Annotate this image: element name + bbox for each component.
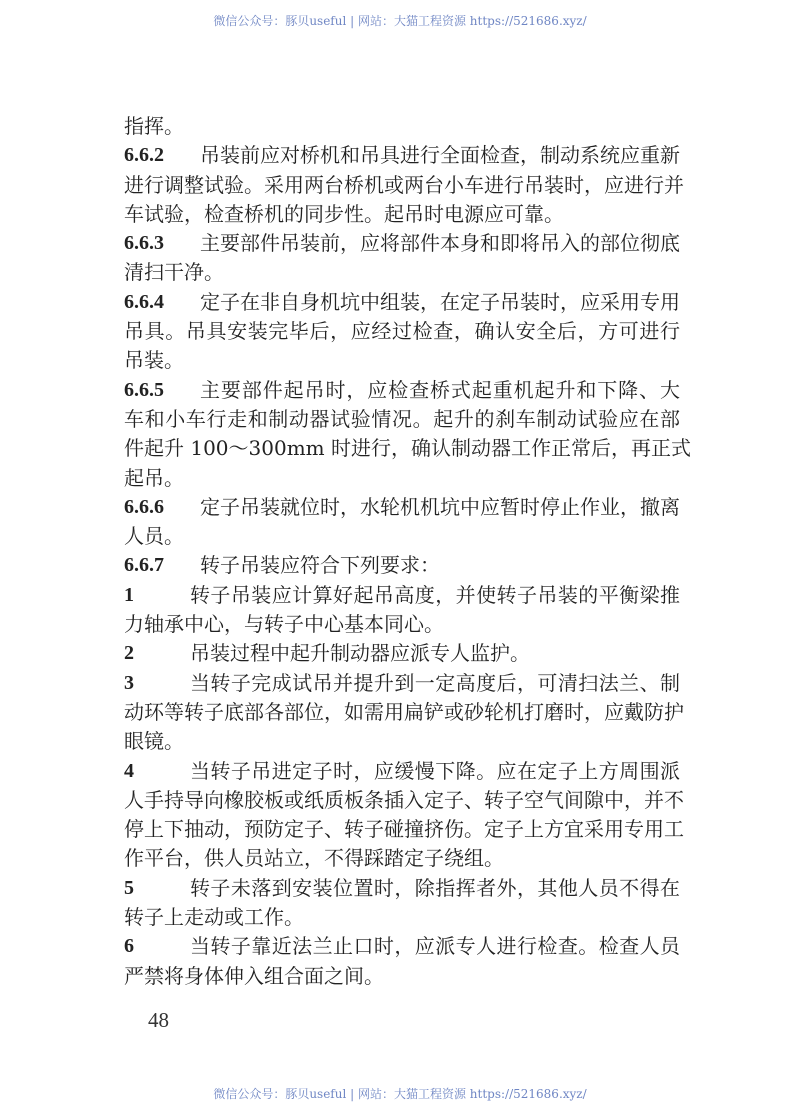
page-number: 48 bbox=[148, 1008, 169, 1032]
text-line bbox=[124, 493, 680, 522]
clause bbox=[124, 288, 680, 376]
line-text: 转子吊装应符合下列要求： bbox=[200, 553, 440, 578]
text-line bbox=[124, 288, 680, 317]
item-number bbox=[124, 669, 190, 698]
clause bbox=[124, 551, 680, 580]
clause-number: 6.6.2 bbox=[124, 144, 164, 167]
text-line bbox=[124, 376, 680, 405]
text-line bbox=[124, 229, 680, 258]
clause-number: 6.6.3 bbox=[124, 232, 164, 255]
text-line: 吊具。吊具安装完毕后，应经过检查，确认安全后，方可进行 bbox=[124, 319, 680, 344]
line-text: 当转子完成试吊并提升到一定高度后，可清扫法兰、制 bbox=[190, 670, 680, 695]
text-line bbox=[124, 141, 680, 170]
text-line: 停上下抽动，预防定子、转子碰撞挤伤。定子上方宜采用专用工 bbox=[124, 817, 684, 842]
document-body bbox=[124, 112, 691, 991]
text-line bbox=[124, 669, 680, 698]
text-line: 车和小车行走和制动器试验情况。起升的刹车制动试验应在部 bbox=[124, 406, 680, 431]
item-number-text: 6 bbox=[124, 935, 134, 958]
text-line: 作平台，供人员站立，不得踩踏定子绕组。 bbox=[124, 846, 504, 871]
text-line: 力轴承中心，与转子中心基本同心。 bbox=[124, 612, 444, 637]
item-number-text: 1 bbox=[124, 583, 134, 606]
line-text: 主要部件吊装前，应将部件本身和即将吊入的部位彻底 bbox=[200, 231, 680, 256]
clause bbox=[124, 141, 684, 229]
item-number-text: 5 bbox=[124, 876, 134, 899]
line-text: 主要部件起吊时，应检查桥式起重机起升和下降、大 bbox=[200, 377, 680, 402]
line-text: 转子吊装应计算好起吊高度，并使转子吊装的平衡梁推 bbox=[190, 582, 680, 607]
text-line: 转子上走动或工作。 bbox=[124, 905, 304, 930]
text-line: 人手持导向橡胶板或纸质板条插入定子、转子空气间隙中，并不 bbox=[124, 787, 684, 812]
text-line bbox=[124, 757, 680, 786]
line-text: 当转子吊进定子时，应缓慢下降。应在定子上方周围派 bbox=[190, 758, 680, 783]
item-number-text: 3 bbox=[124, 671, 134, 694]
item-number bbox=[124, 874, 190, 903]
text-line: 车试验，检查桥机的同步性。起吊时电源应可靠。 bbox=[124, 201, 564, 226]
watermark-header: 微信公众号：豚贝useful | 网站：大猫工程资源 https://521686.xyz/ bbox=[213, 14, 587, 28]
text-line: 严禁将身体伸入组合面之间。 bbox=[124, 963, 384, 988]
paragraph-continuation bbox=[124, 112, 680, 141]
clause bbox=[124, 229, 680, 288]
clause-number: 6.6.7 bbox=[124, 554, 164, 577]
line-text: 定子在非自身机坑中组装，在定子吊装时，应采用专用 bbox=[200, 289, 680, 314]
line-text: 吊装过程中起升制动器应派专人监护。 bbox=[190, 641, 530, 666]
watermark-footer: 微信公众号：豚贝useful | 网站：大猫工程资源 https://521686.xyz/ bbox=[213, 1087, 587, 1101]
text-line: 进行调整试验。采用两台桥机或两台小车进行吊装时，应进行并 bbox=[124, 172, 684, 197]
line-text: 定子吊装就位时，水轮机机坑中应暂时停止作业，撤离 bbox=[200, 494, 680, 519]
sub-item bbox=[124, 669, 684, 757]
item-number bbox=[124, 581, 190, 610]
item-number bbox=[124, 639, 190, 668]
sub-item bbox=[124, 581, 680, 640]
text-line bbox=[124, 551, 680, 580]
clause bbox=[124, 493, 680, 552]
clause-number: 6.6.6 bbox=[124, 495, 164, 518]
item-number-text: 4 bbox=[124, 759, 134, 782]
item-number bbox=[124, 757, 190, 786]
item-number-text: 2 bbox=[124, 642, 134, 665]
line-text: 吊装前应对桥机和吊具进行全面检查，制动系统应重新 bbox=[200, 143, 680, 168]
text-line: 起吊。 bbox=[124, 465, 184, 490]
text-line: 件起升 100～300mm 时进行，确认制动器工作正常后，再正式 bbox=[124, 436, 691, 461]
sub-item bbox=[124, 757, 684, 874]
text-line bbox=[124, 874, 680, 903]
line-text: 转子未落到安装位置时，除指挥者外，其他人员不得在 bbox=[190, 875, 680, 900]
text-line bbox=[124, 581, 680, 610]
clause bbox=[124, 376, 691, 493]
text-line: 动环等转子底部各部位，如需用扁铲或砂轮机打磨时，应戴防护 bbox=[124, 699, 684, 724]
text-line bbox=[124, 639, 680, 668]
sub-item bbox=[124, 874, 680, 933]
text-line: 清扫干净。 bbox=[124, 260, 224, 285]
text-line: 眼镜。 bbox=[124, 729, 184, 754]
text-line: 吊装。 bbox=[124, 348, 184, 373]
text-line bbox=[124, 932, 680, 961]
sub-item bbox=[124, 932, 680, 991]
line-text: 当转子靠近法兰止口时，应派专人进行检查。检查人员 bbox=[190, 934, 680, 959]
clause-number: 6.6.4 bbox=[124, 290, 164, 313]
clause-number: 6.6.5 bbox=[124, 378, 164, 401]
text-line: 人员。 bbox=[124, 524, 184, 549]
sub-item bbox=[124, 639, 680, 668]
item-number bbox=[124, 932, 190, 961]
text-line: 指挥。 bbox=[124, 114, 184, 138]
